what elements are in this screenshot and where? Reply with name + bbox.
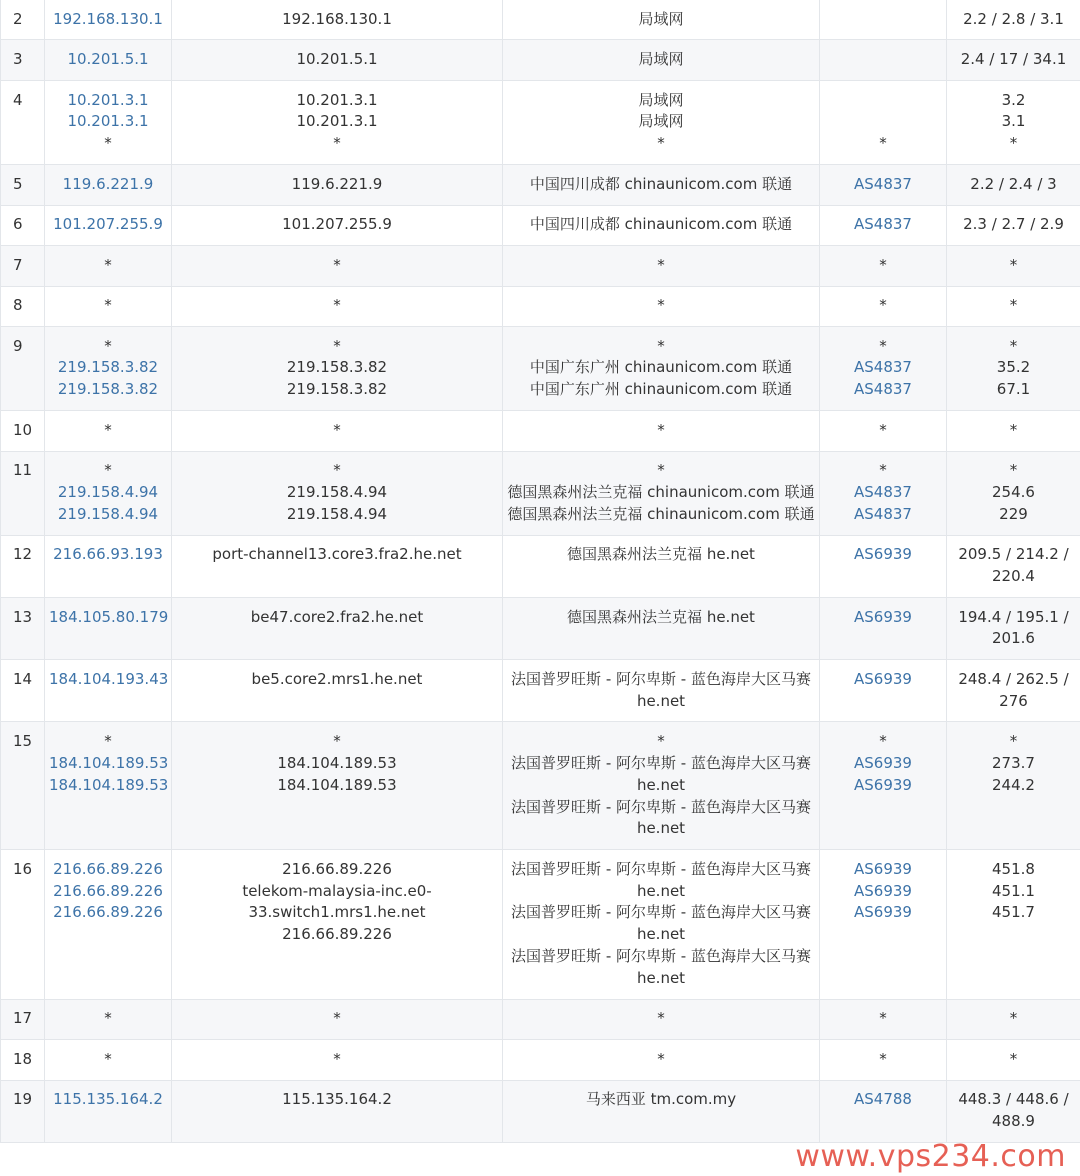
asn-cell — [820, 205, 947, 245]
table-row — [1, 411, 1080, 451]
table-row — [1, 286, 1080, 326]
hostname-cell — [172, 1040, 503, 1080]
location: 马来西亚 tm.com.my — [585, 1090, 737, 1109]
hop-number: 19 — [1, 1080, 45, 1142]
hostname: * — [333, 134, 341, 153]
rtt-cell — [947, 999, 1080, 1039]
location-cell — [503, 165, 820, 205]
rtt: 448.3 / 448.6 / 488.9 — [958, 1090, 1069, 1131]
hop-number: 2 — [1, 0, 45, 40]
asn[interactable]: AS4837 — [854, 483, 912, 502]
ip-address-cell — [45, 1080, 172, 1142]
hostname-cell — [172, 205, 503, 245]
ip-address-cell — [45, 999, 172, 1039]
table-row — [1, 80, 1080, 164]
location: * — [657, 255, 665, 274]
hostname-cell — [172, 411, 503, 451]
hop-number: 9 — [1, 326, 45, 410]
asn-cell — [820, 165, 947, 205]
asn-cell — [820, 326, 947, 410]
hostname: 219.158.3.82 — [286, 380, 388, 399]
location: 德国黑森州法兰克福 he.net — [567, 545, 755, 564]
location: 局域网 — [638, 50, 684, 69]
location: 局域网 — [638, 9, 684, 28]
location-cell — [503, 0, 820, 40]
hostname: 115.135.164.2 — [282, 1090, 392, 1109]
asn-cell — [820, 246, 947, 286]
ip-address-cell — [45, 246, 172, 286]
rtt: * — [1009, 255, 1018, 274]
ip-address-cell — [45, 165, 172, 205]
table-row — [1, 1040, 1080, 1080]
hostname: * — [333, 1049, 341, 1068]
location: * — [657, 296, 665, 315]
asn[interactable]: AS6939 — [854, 775, 912, 794]
table-row — [1, 722, 1080, 850]
rtt-cell — [947, 205, 1080, 245]
location: 德国黑森州法兰克福 chinaunicom.com 联通 — [507, 483, 815, 502]
rtt: 3.2 — [1001, 90, 1026, 109]
location-cell — [503, 411, 820, 451]
location-cell — [503, 535, 820, 597]
hostname: 219.158.4.94 — [286, 504, 388, 523]
location: 法国普罗旺斯 - 阿尔卑斯 - 蓝色海岸大区马赛 he.net — [511, 753, 811, 794]
rtt: * — [1009, 1049, 1018, 1068]
location-cell — [503, 1080, 820, 1142]
location-cell — [503, 999, 820, 1039]
rtt: * — [1009, 296, 1018, 315]
hostname-cell — [172, 40, 503, 80]
hostname: 216.66.89.226 — [282, 859, 392, 878]
asn — [824, 111, 942, 133]
ip-address[interactable]: 10.201.3.1 — [67, 90, 149, 109]
table-row — [1, 165, 1080, 205]
ip-address-cell — [45, 40, 172, 80]
ip-address-cell — [45, 722, 172, 850]
rtt: * — [1009, 1009, 1018, 1028]
ip-address[interactable]: 192.168.130.1 — [53, 9, 163, 28]
ip-address[interactable]: 219.158.4.94 — [57, 483, 159, 502]
location-cell — [503, 40, 820, 80]
rtt: 248.4 / 262.5 / 276 — [958, 669, 1069, 710]
location-cell — [503, 286, 820, 326]
rtt-cell — [947, 286, 1080, 326]
hop-number: 14 — [1, 660, 45, 722]
location: 法国普罗旺斯 - 阿尔卑斯 - 蓝色海岸大区马赛 he.net — [511, 903, 811, 944]
rtt: 2.4 / 17 / 34.1 — [960, 50, 1067, 69]
rtt: 451.1 — [992, 881, 1035, 900]
rtt-cell — [947, 80, 1080, 164]
rtt: 2.3 / 2.7 / 2.9 — [963, 215, 1064, 234]
location: 法国普罗旺斯 - 阿尔卑斯 - 蓝色海岸大区马赛 he.net — [511, 669, 811, 710]
asn[interactable]: AS4837 — [854, 215, 912, 234]
ip-address[interactable]: 216.66.89.226 — [53, 903, 163, 922]
watermark: www.vps234.com — [795, 1139, 1066, 1174]
location-cell — [503, 451, 820, 535]
hostname-cell — [172, 999, 503, 1039]
hop-number: 10 — [1, 411, 45, 451]
ip-address[interactable]: 184.104.189.53 — [49, 775, 169, 794]
asn-cell — [820, 0, 947, 40]
ip-address[interactable]: 219.158.4.94 — [57, 504, 159, 523]
ip-address[interactable]: 219.158.3.82 — [57, 380, 159, 399]
hostname-cell — [172, 722, 503, 850]
asn-cell — [820, 850, 947, 999]
ip-address[interactable]: 219.158.3.82 — [57, 358, 159, 377]
table-row — [1, 0, 1080, 40]
asn: * — [879, 1009, 887, 1028]
location: 中国四川成都 chinaunicom.com 联通 — [529, 174, 793, 193]
ip-address: * — [104, 336, 112, 355]
ip-address-cell — [45, 286, 172, 326]
table-row — [1, 660, 1080, 722]
hostname: * — [333, 732, 341, 751]
table-row — [1, 451, 1080, 535]
asn: * — [879, 255, 887, 274]
hop-number: 4 — [1, 80, 45, 164]
rtt-cell — [947, 411, 1080, 451]
asn-cell — [820, 80, 947, 164]
table-row — [1, 246, 1080, 286]
hostname-cell — [172, 326, 503, 410]
hostname-cell — [172, 246, 503, 286]
asn: * — [879, 1049, 887, 1068]
ip-address: * — [104, 732, 112, 751]
hop-number: 6 — [1, 205, 45, 245]
location-cell — [503, 660, 820, 722]
rtt-cell — [947, 0, 1080, 40]
hostname: 216.66.89.226 — [282, 925, 392, 944]
ip-address[interactable]: 184.104.189.53 — [49, 753, 169, 772]
location: 法国普罗旺斯 - 阿尔卑斯 - 蓝色海岸大区马赛 he.net — [511, 797, 811, 838]
location-cell — [503, 722, 820, 850]
rtt: * — [1009, 336, 1018, 355]
location: 中国广东广州 chinaunicom.com 联通 — [529, 380, 793, 399]
rtt-cell — [947, 40, 1080, 80]
ip-address: * — [104, 134, 112, 153]
rtt-cell — [947, 246, 1080, 286]
ip-address[interactable]: 10.201.3.1 — [67, 112, 149, 131]
asn-cell — [820, 40, 947, 80]
ip-address: * — [104, 461, 112, 480]
asn[interactable]: AS4837 — [854, 380, 912, 399]
location: 局域网 — [638, 90, 684, 109]
asn[interactable]: AS6939 — [854, 881, 912, 900]
hostname-cell — [172, 165, 503, 205]
table-row — [1, 1080, 1080, 1142]
asn-cell — [820, 722, 947, 850]
location: * — [657, 1049, 665, 1068]
ip-address[interactable]: 101.207.255.9 — [53, 215, 163, 234]
hostname: 219.158.3.82 — [286, 358, 388, 377]
rtt: 3.1 — [1001, 112, 1026, 131]
rtt: 273.7 — [992, 753, 1035, 772]
rtt-cell — [947, 326, 1080, 410]
hostname-cell — [172, 80, 503, 164]
hop-number: 7 — [1, 246, 45, 286]
hostname: be47.core2.fra2.he.net — [250, 607, 424, 626]
hostname-cell — [172, 660, 503, 722]
ip-address-cell — [45, 1040, 172, 1080]
location-cell — [503, 1040, 820, 1080]
ip-address[interactable]: 115.135.164.2 — [53, 1090, 163, 1109]
location: 中国四川成都 chinaunicom.com 联通 — [529, 215, 793, 234]
rtt-cell — [947, 451, 1080, 535]
table-row — [1, 850, 1080, 999]
ip-address: * — [104, 296, 112, 315]
rtt: * — [1009, 420, 1018, 439]
ip-address: * — [104, 420, 112, 439]
asn-cell — [820, 451, 947, 535]
hostname: * — [333, 296, 341, 315]
ip-address[interactable]: 216.66.89.226 — [53, 859, 163, 878]
hostname: 192.168.130.1 — [282, 9, 392, 28]
asn[interactable]: AS6939 — [854, 903, 912, 922]
hostname: 101.207.255.9 — [282, 215, 392, 234]
rtt-cell — [947, 165, 1080, 205]
rtt-cell — [947, 597, 1080, 659]
ip-address-cell — [45, 597, 172, 659]
hostname-cell — [172, 1080, 503, 1142]
rtt-cell — [947, 722, 1080, 850]
ip-address-cell — [45, 205, 172, 245]
table-row — [1, 326, 1080, 410]
rtt-cell — [947, 535, 1080, 597]
hostname: 219.158.4.94 — [286, 483, 388, 502]
table-row — [1, 40, 1080, 80]
asn[interactable]: AS4837 — [854, 504, 912, 523]
location: * — [657, 461, 665, 480]
hop-number: 5 — [1, 165, 45, 205]
location-cell — [503, 80, 820, 164]
asn-cell — [820, 535, 947, 597]
hostname: 10.201.5.1 — [296, 50, 378, 69]
asn[interactable]: AS6939 — [854, 607, 912, 626]
hop-number: 18 — [1, 1040, 45, 1080]
rtt: 2.2 / 2.8 / 3.1 — [963, 9, 1064, 28]
table-row — [1, 205, 1080, 245]
ip-address-cell — [45, 850, 172, 999]
hop-number: 13 — [1, 597, 45, 659]
location-cell — [503, 205, 820, 245]
ip-address-cell — [45, 80, 172, 164]
location: * — [657, 1009, 665, 1028]
location-cell — [503, 850, 820, 999]
asn[interactable]: AS6939 — [854, 859, 912, 878]
hostname-cell — [172, 0, 503, 40]
asn: * — [879, 134, 887, 153]
hostname: be5.core2.mrs1.he.net — [251, 669, 423, 688]
asn[interactable]: AS6939 — [854, 669, 912, 688]
hostname: * — [333, 420, 341, 439]
hop-number: 3 — [1, 40, 45, 80]
rtt: 229 — [999, 504, 1028, 523]
ip-address[interactable]: 10.201.5.1 — [67, 50, 149, 69]
ip-address-cell — [45, 535, 172, 597]
hostname: 184.104.189.53 — [277, 775, 397, 794]
hostname: 10.201.3.1 — [296, 90, 378, 109]
ip-address: * — [104, 1049, 112, 1068]
ip-address: * — [104, 1009, 112, 1028]
location: 法国普罗旺斯 - 阿尔卑斯 - 蓝色海岸大区马赛 he.net — [511, 859, 811, 900]
hostname: 10.201.3.1 — [296, 112, 378, 131]
hop-number: 12 — [1, 535, 45, 597]
location-cell — [503, 326, 820, 410]
hostname-cell — [172, 535, 503, 597]
location: * — [657, 336, 665, 355]
location: 德国黑森州法兰克福 he.net — [567, 607, 755, 626]
hostname-cell — [172, 286, 503, 326]
asn[interactable]: AS4788 — [854, 1090, 912, 1109]
hostname: telekom-malaysia-inc.e0-33.switch1.mrs1.he.net — [242, 881, 432, 922]
table-row — [1, 597, 1080, 659]
rtt: 254.6 — [992, 483, 1035, 502]
rtt: 209.5 / 214.2 / 220.4 — [958, 545, 1069, 586]
rtt: 244.2 — [992, 775, 1035, 794]
asn[interactable]: AS6939 — [854, 545, 912, 564]
rtt: 451.7 — [992, 903, 1035, 922]
ip-address[interactable]: 119.6.221.9 — [62, 174, 154, 193]
asn[interactable]: AS4837 — [854, 174, 912, 193]
location: * — [657, 134, 665, 153]
rtt: 194.4 / 195.1 / 201.6 — [958, 607, 1069, 648]
asn — [824, 90, 942, 112]
rtt: 35.2 — [996, 358, 1031, 377]
hostname: 184.104.189.53 — [277, 753, 397, 772]
location: 德国黑森州法兰克福 chinaunicom.com 联通 — [507, 504, 815, 523]
asn-cell — [820, 286, 947, 326]
hostname: * — [333, 255, 341, 274]
asn: * — [879, 420, 887, 439]
location: * — [657, 420, 665, 439]
location-cell — [503, 246, 820, 286]
ip-address-cell — [45, 0, 172, 40]
hostname: port-channel13.core3.fra2.he.net — [212, 545, 462, 564]
asn-cell — [820, 411, 947, 451]
hostname-cell — [172, 597, 503, 659]
traceroute-table-body — [1, 0, 1080, 1142]
hostname: 119.6.221.9 — [291, 174, 383, 193]
location: * — [657, 732, 665, 751]
rtt: 2.2 / 2.4 / 3 — [970, 174, 1057, 193]
table-row — [1, 535, 1080, 597]
hop-number: 17 — [1, 999, 45, 1039]
rtt: * — [1009, 732, 1018, 751]
location: 局域网 — [638, 112, 684, 131]
asn-cell — [820, 1080, 947, 1142]
asn: * — [879, 336, 887, 355]
ip-address[interactable]: 184.104.193.43 — [49, 669, 169, 688]
ip-address-cell — [45, 326, 172, 410]
asn-cell — [820, 597, 947, 659]
hop-number: 16 — [1, 850, 45, 999]
rtt: * — [1009, 461, 1018, 480]
asn[interactable]: AS4837 — [854, 358, 912, 377]
asn: * — [879, 296, 887, 315]
hop-number: 11 — [1, 451, 45, 535]
rtt-cell — [947, 1080, 1080, 1142]
rtt: * — [1009, 134, 1018, 153]
table-row — [1, 999, 1080, 1039]
hostname-cell — [172, 451, 503, 535]
asn-cell — [820, 1040, 947, 1080]
location: 中国广东广州 chinaunicom.com 联通 — [529, 358, 793, 377]
asn: * — [879, 461, 887, 480]
ip-address-cell — [45, 411, 172, 451]
asn[interactable]: AS6939 — [854, 753, 912, 772]
hostname: * — [333, 336, 341, 355]
hostname: * — [333, 1009, 341, 1028]
location: 法国普罗旺斯 - 阿尔卑斯 - 蓝色海岸大区马赛 he.net — [511, 947, 811, 987]
asn-cell — [820, 999, 947, 1039]
rtt-cell — [947, 660, 1080, 722]
hop-number: 15 — [1, 722, 45, 850]
hostname-cell — [172, 850, 503, 999]
ip-address: * — [104, 255, 112, 274]
ip-address[interactable]: 216.66.89.226 — [53, 881, 163, 900]
ip-address-cell — [45, 451, 172, 535]
location-cell — [503, 597, 820, 659]
asn: * — [879, 732, 887, 751]
ip-address-cell — [45, 660, 172, 722]
rtt-cell — [947, 1040, 1080, 1080]
rtt: 451.8 — [992, 859, 1035, 878]
rtt: 67.1 — [996, 380, 1031, 399]
rtt-cell — [947, 850, 1080, 999]
hostname: * — [333, 461, 341, 480]
ip-address[interactable]: 184.105.80.179 — [49, 607, 169, 626]
asn-cell — [820, 660, 947, 722]
hop-number: 8 — [1, 286, 45, 326]
ip-address[interactable]: 216.66.93.193 — [53, 545, 163, 564]
